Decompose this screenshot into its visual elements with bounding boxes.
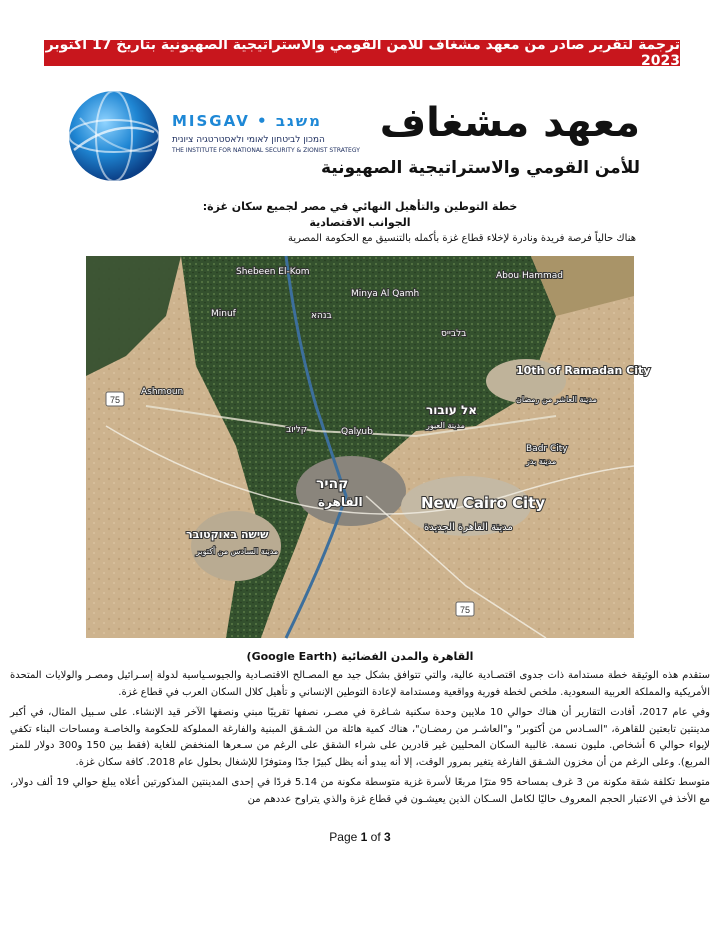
map-caption: القاهرة والمدن الفضائية (Google Earth): [246, 650, 474, 663]
misgav-name: MISGAV • משגב: [172, 112, 322, 130]
map-label-badr-city: Badr City: [526, 444, 568, 454]
road-marker-75b: [456, 602, 474, 616]
satellite-map: [86, 256, 651, 638]
map-label-minuf: Minuf: [211, 309, 236, 319]
map-label-sixth-oct-he: שישה באוקטובר: [186, 528, 269, 541]
misgav-logo: [172, 112, 360, 154]
document-subtitle: الجوانب الاقتصادية: [309, 216, 411, 229]
map-label-el-obour-ar: مدينة العبور: [426, 421, 465, 430]
paragraph-3: متوسط تكلفة شقة مكونة من 3 غرف بمساحة 95 مترًا مربعًا لأسرة غزية متوسطة مكونة من 5.14 فردًا في إحدى المدينتين المذكورتين أعلاه يبلغ حوالي 19 ألف دولار، مع الأخذ في الاعتبار الحجم المعروف حاليًا لكامل السـكان الذين يعيشـون في قطاع غزة والذي يتراوح عددهم من: [10, 777, 710, 805]
page-footer: [0, 830, 720, 844]
map-label-shebeen: Shebeen El-Kom: [236, 267, 310, 277]
paragraph-2: وفي عام 2017، أفادت التقارير أن هناك حوالي 10 ملايين وحدة سكنية شـاغرة في مصـر، نصفها تقريبًا مبني ونصفها الآخر قيد الإنشاء. على سـبيل المثال، في أكبر مدينتين تابعتين للقاهرة، "السـادس من أكتوبر" و"العاشـر من رمضـان"، هناك كمية هائلة من الشـقق المبنية والفارغة المملوكة للحكومة والخاصـة ومساحات البناء تكفي لإيواء حوالي 6 أشخاص. مليون نسمة. غالبية السكان المحليين غير قادرين على شراء الشقق على الرغم من سـعرها المنخفض للغاية (فقط بين 150 و300 دولار للمتر المربع). وعلى الرغم من أن مخزون الشـقق الفارغة يتغير بمرور الوقت، إلا أنه يبدو أنه يظل كبيرًا جدًا ومتوفرًا للإشغال بحلول عام 2018. كافة سكان غزة.: [10, 707, 710, 768]
map-label-qalyub-he: קליוב: [286, 425, 308, 435]
map-label-tenth-ramadan-ar: مدينة العاشر من رمضان: [516, 395, 597, 404]
map-label-ashmoun: Ashmoun: [141, 387, 184, 397]
road-75b-label: 75: [460, 605, 471, 615]
map-label-new-cairo: New Cairo City: [421, 494, 546, 512]
map-label-qalyub: Qalyub: [341, 427, 373, 437]
map-label-badr-ar: مدينة بدر: [526, 457, 557, 466]
institute-name: معهد مشغاف: [379, 100, 640, 146]
map-label-cairo-he: קהיר: [316, 476, 349, 492]
misgav-english-name: THE INSTITUTE FOR NATIONAL SECURITY & ZIONIST STRATEGY: [172, 147, 360, 154]
document-title: خطة التوطين والتأهيل النهائي في مصر لجميع سكان غزة:: [202, 200, 518, 213]
map-label-sixth-oct-ar: مدينة السادس من أكتوبر: [196, 547, 279, 556]
map-label-abou-hammad: Abou Hammad: [496, 271, 563, 281]
institute-subtitle: للأمن القومي والاستراتيجية الصهيونية: [320, 158, 640, 178]
road-marker-75: [106, 392, 124, 406]
footer-total-pages: 3: [384, 830, 391, 844]
body-text: [10, 668, 710, 812]
footer-current-page: 1: [360, 830, 368, 844]
paragraph-1: ستقدم هذه الوثيقة خطة مستدامة ذات جدوى اقتصـادية عالية، والتي تتوافق بشكل جيد مع المصـالح الاقتصـادية والجيوسـياسية لدولة إسـرائيل ومصـر والولايات المتحدة الأمريكية والمملكة العربية السعودية. ملخص لخطة فورية وواقعية ومستدامة لإعادة التوطين الإنساني و تأهيل كلال السكان العرب في قطاع غزة.: [10, 670, 710, 698]
map-label-minya: Minya Al Qamh: [351, 289, 420, 299]
banner-text: ترجمة لتقرير صادر من معهد مشغاف للأمن القومي والاستراتيجية الصهيونية بتاريخ 17 أكتوبر 2023: [45, 37, 680, 69]
map-label-cairo-ar: القاهرة: [318, 495, 363, 509]
map-label-el-obour-he: אל עובור: [426, 403, 477, 417]
map-label-bilbeis-he: בלבייס: [441, 329, 467, 339]
misgav-hebrew-name: המכון לביטחון לאומי ולאסטרטגיה ציונית: [172, 135, 325, 145]
header-banner: [44, 37, 680, 69]
map-label-tenth-ramadan: 10th of Ramadan City: [516, 364, 651, 377]
road-75-label: 75: [110, 395, 121, 405]
globe-logo-icon: [66, 88, 162, 184]
intro-line: هناك حالياً فرصة فريدة ونادرة لإخلاء قطاع غزة بأكمله بالتنسيق مع الحكومة المصرية: [287, 233, 636, 244]
map-label-new-cairo-ar: مدينة القاهرة الجديدة: [424, 522, 513, 533]
footer-of-word: of: [370, 830, 381, 844]
footer-page-word: Page: [329, 830, 358, 844]
map-label-benha-he: בנהא: [311, 311, 332, 321]
